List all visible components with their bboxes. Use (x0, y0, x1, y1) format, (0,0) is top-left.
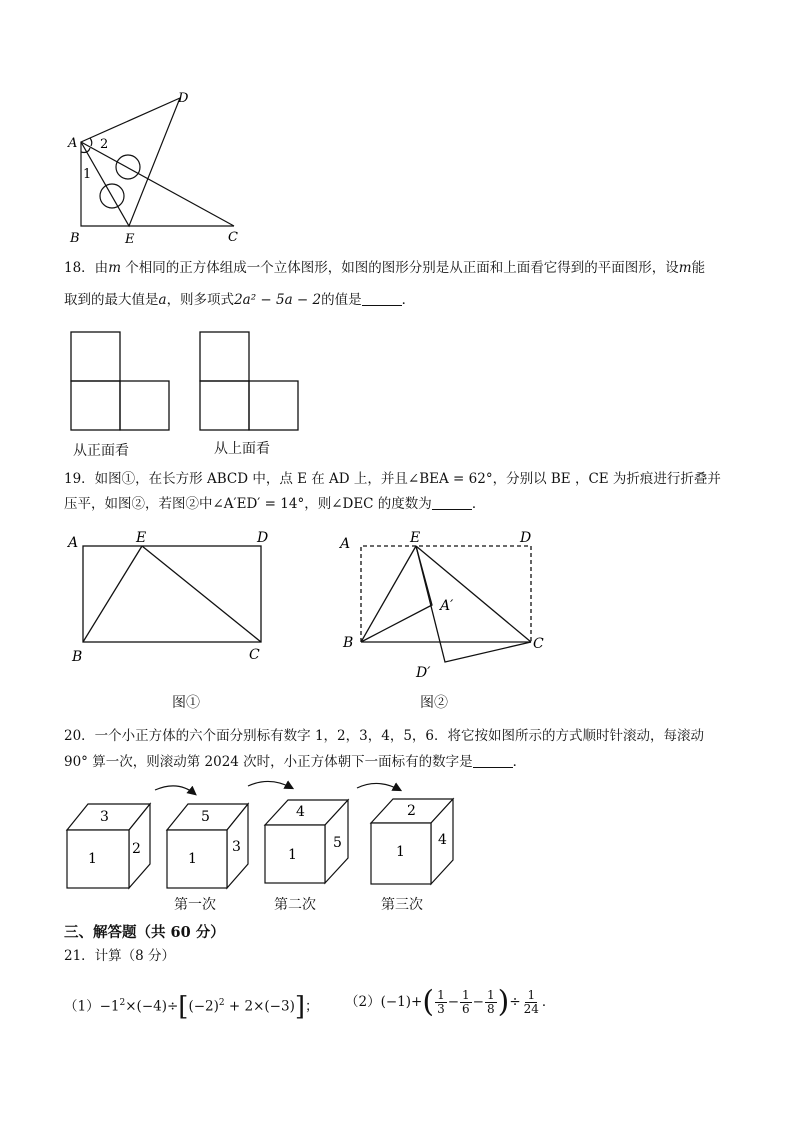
cube-2-right: 5 (333, 835, 342, 851)
q19-line2: 压平，如图②，若图②中∠A′ED′ = 14°，则∠DEC 的度数为 ． (64, 496, 486, 512)
q18-front-view (70, 330, 172, 434)
q20-caption-3: 第三次 (381, 897, 423, 913)
fig1-D: D (257, 530, 269, 546)
fig2-D-prime: D′ (416, 665, 431, 681)
fig1-C: C (249, 647, 260, 663)
label-C: C (228, 230, 238, 245)
q20-cubes-figure (60, 776, 480, 894)
cube-0-top: 3 (100, 809, 109, 825)
q21-part1: $(1)-1^2\times(-4)\div[(-2)^2 + 2\times(-3)]$； (64, 992, 319, 1022)
cube-0-right: 2 (132, 841, 141, 857)
cube-1-front: 1 (188, 851, 197, 867)
top-geometry-figure (60, 88, 250, 248)
label-B: B (70, 231, 80, 246)
cube-3-front: 1 (396, 844, 405, 860)
triangle-ade (81, 98, 180, 226)
q19-figure-2 (336, 525, 556, 685)
q18-line2: 取到的最大值是a，则多项式2a² − 5a − 2的值是 ． (64, 292, 416, 308)
fig2-E: E (410, 530, 421, 546)
q19-caption-fig2: 图② (420, 695, 448, 711)
fig2-A: A (340, 536, 351, 552)
fig1-E: E (136, 530, 147, 546)
cube-2-top: 4 (296, 804, 305, 820)
roll-arrow-1 (155, 786, 195, 794)
fig2-C: C (533, 636, 544, 652)
fig2-A-prime: A′ (440, 598, 454, 614)
section-3-heading: 三、解答题（共 60 分） (64, 924, 225, 941)
roll-arrow-2 (248, 781, 292, 788)
answer-blank (432, 495, 472, 510)
cube-0-front: 1 (88, 851, 97, 867)
cube-1-right: 3 (232, 839, 241, 855)
label-A: A (68, 136, 78, 151)
cube-1-top: 5 (201, 809, 210, 825)
q21-title: 21．计算（8 分） (64, 948, 176, 964)
fig2-B: B (343, 635, 354, 651)
cube-3-top: 2 (407, 803, 416, 819)
q21-part2: （2）(−1)+( $\frac{1}{3}$ − $\frac{1}{6}$ − $\frac{1}{8}$ )÷ $\frac{1}{24}$ ． (345, 984, 556, 1020)
roll-arrow-3 (357, 783, 400, 790)
q20-line1: 20．一个小正方体的六个面分别标有数字 1，2，3，4，5，6．将它按如图所示的方式顺时针滚动，每滚动 (64, 728, 705, 744)
label-angle-2: 2 (100, 137, 109, 152)
q19-figure-1 (64, 525, 284, 670)
q18-top-view (199, 330, 301, 434)
label-angle-1: 1 (83, 167, 92, 182)
q18-expression: 2a² − 5a − 2 (234, 292, 322, 308)
q19-caption-fig1: 图① (172, 695, 200, 711)
fig1-B: B (72, 649, 83, 665)
fig2-D: D (520, 530, 532, 546)
q18-caption-front: 从正面看 (73, 443, 129, 459)
answer-blank (362, 291, 402, 306)
q20-line2: 90° 算一次，则滚动第 2024 次时，小正方体朝下一面标有的数字是 ． (64, 754, 527, 770)
q20-caption-2: 第二次 (274, 897, 316, 913)
answer-blank (473, 753, 513, 768)
circle-upper (116, 155, 140, 179)
q20-caption-1: 第一次 (174, 897, 216, 913)
label-E: E (125, 232, 135, 247)
label-D: D (178, 91, 189, 106)
fig1-A: A (68, 535, 79, 551)
q18-line1: 18．由m 个相同的正方体组成一个立体图形，如图的图形分别是从正面和上面看它得到的平面图形，设m能 (64, 260, 706, 276)
cube-2-front: 1 (288, 847, 297, 863)
angle-arc-2 (90, 138, 92, 146)
cube-3-right: 4 (438, 832, 447, 848)
q19-line1: 19．如图①，在长方形 ABCD 中，点 E 在 AD 上，并且∠BEA = 62°，分别以 BE ，CE 为折痕进行折叠并 (64, 471, 721, 487)
q18-caption-top: 从上面看 (214, 441, 270, 457)
